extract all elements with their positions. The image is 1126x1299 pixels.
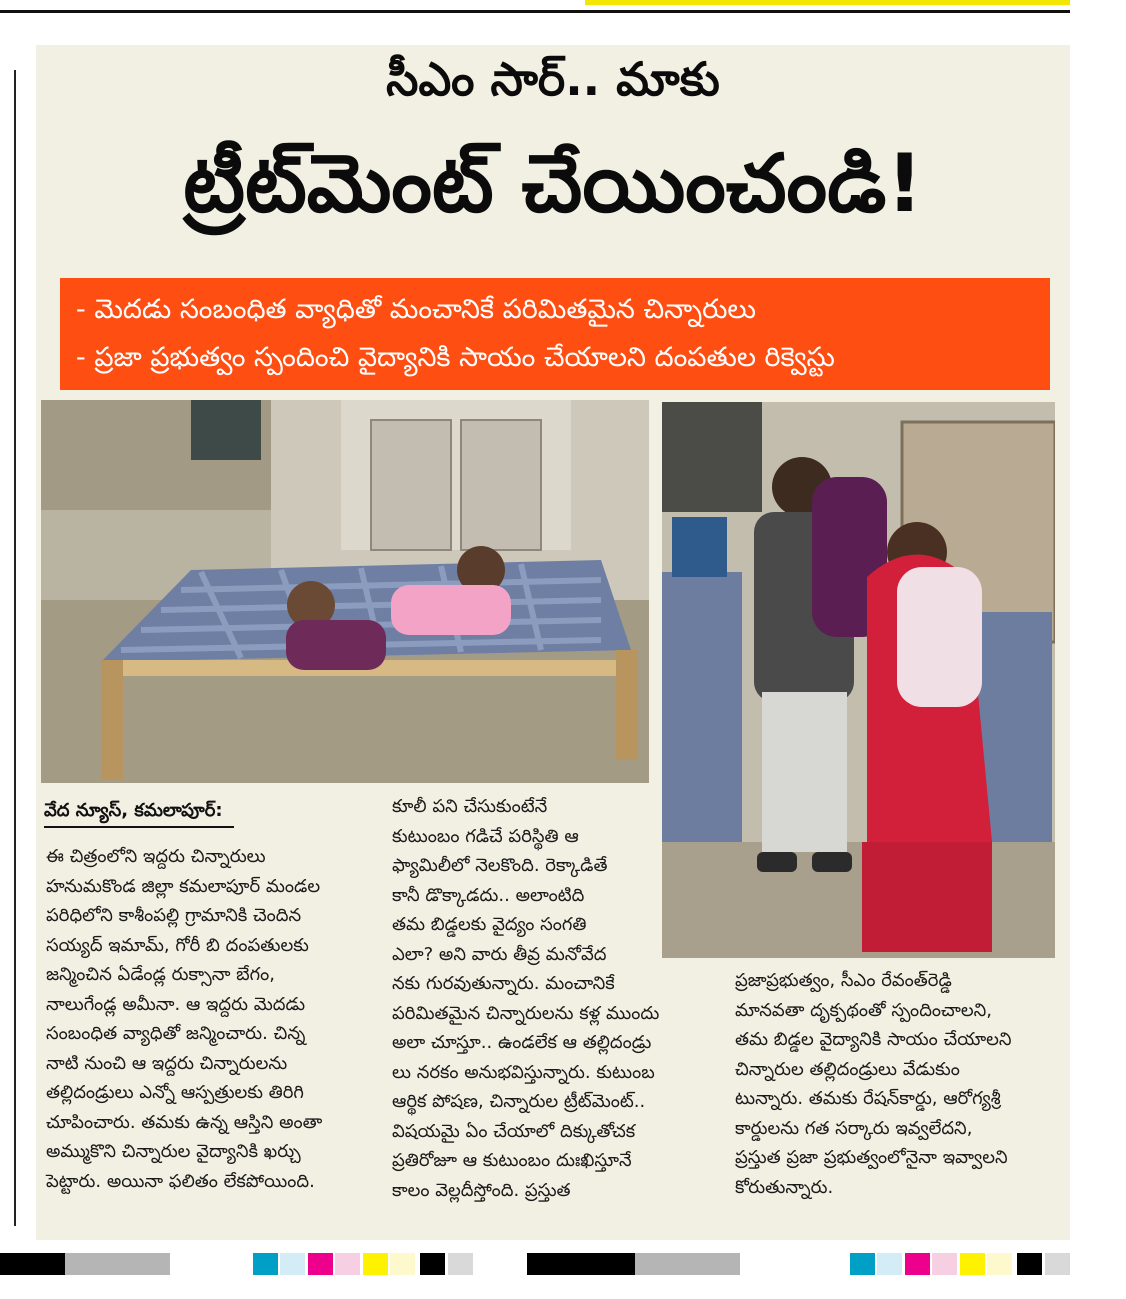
- registration-swatch: [987, 1253, 1012, 1275]
- registration-swatch: [905, 1253, 930, 1275]
- column-1-line: ఈ చిత్రంలోని ఇద్దరు చిన్నారులు: [46, 846, 266, 867]
- column-2-line: కూలీ పని చేసుకుంటేనే: [392, 796, 548, 817]
- registration-swatch: [0, 1253, 65, 1275]
- photo-children-on-cot: [41, 400, 649, 783]
- column-1-line: చూపించారు. తమకు ఉన్న ఆస్తిని అంతా: [46, 1111, 323, 1133]
- column-2-line: విషయమై ఏం చేయాలో దిక్కుతోచక: [392, 1120, 636, 1142]
- column-2-line: కుటుంబం గడిచే పరిస్థితి ఆ: [392, 825, 579, 847]
- registration-swatch: [448, 1253, 473, 1275]
- column-2-line: నకు గురవుతున్నారు. మంచానికే: [392, 973, 615, 994]
- column-3-line: చిన్నారుల తల్లిదండ్రులు వేడుకుం: [735, 1058, 960, 1080]
- registration-swatch: [932, 1253, 957, 1275]
- column-2-line: కాలం వెల్లదీస్తోంది. ప్రస్తుత: [392, 1179, 571, 1201]
- column-2-line: తమ బిడ్డలకు వైద్యం సంగతి: [392, 914, 587, 935]
- column-1-line: హనుమకొండ జిల్లా కమలాపూర్ మండల: [46, 875, 321, 897]
- byline: వేద న్యూస్, కమలాపూర్:: [44, 800, 223, 821]
- registration-swatch: [850, 1253, 875, 1275]
- registration-swatch: [363, 1253, 388, 1275]
- column-1-line: సయ్యద్ ఇమామ్, గోరీ బి దంపతులకు: [46, 934, 309, 956]
- article-column-3: [735, 966, 1055, 1202]
- article-column-1: [46, 842, 376, 1196]
- registration-swatch: [527, 1253, 635, 1275]
- registration-swatch: [960, 1253, 985, 1275]
- top-rule: [0, 10, 1070, 13]
- registration-swatch: [335, 1253, 360, 1275]
- column-3-line: కార్డులను గత సర్కారు ఇవ్వలేదని,: [735, 1117, 973, 1139]
- column-3-line: కోరుతున్నారు.: [735, 1176, 834, 1198]
- photo-parents-illustration: [662, 402, 1055, 958]
- column-1-line: అమ్ముకొని చిన్నారుల వైద్యానికి ఖర్చు: [46, 1141, 301, 1162]
- column-2-line: అలా చూస్తూ.. ఉండలేక ఆ తల్లిదండ్రు: [392, 1032, 652, 1053]
- registration-swatch: [420, 1253, 445, 1275]
- registration-swatch: [308, 1253, 333, 1275]
- headline-line-2: ట్రీట్‌మెంట్ చేయించండి!: [183, 137, 923, 230]
- column-1-line: నాలుగేండ్ల అమీనా. ఆ ఇద్దరు మెదడు: [46, 993, 306, 1015]
- column-3-line: ప్రస్తుత ప్రజా ప్రభుత్వంలోనైనా ఇవ్వాలని: [735, 1147, 1008, 1168]
- column-2-line: పరిమితమైన చిన్నారులను కళ్ల ముందు: [392, 1002, 660, 1024]
- headline-line-1: సీఎం సార్.. మాకు: [386, 52, 720, 106]
- registration-swatch: [253, 1253, 278, 1275]
- column-1-line: జన్మించిన ఏడేండ్ల రుక్సానా బేగం,: [46, 964, 276, 985]
- registration-swatch: [280, 1253, 305, 1275]
- registration-swatch: [877, 1253, 902, 1275]
- photo-children-on-cot-illustration: [41, 400, 649, 783]
- photo-parents-with-children: [662, 402, 1055, 958]
- byline-underline: [44, 826, 234, 828]
- column-2-line: ఆర్థిక పోషణ, చిన్నారుల ట్రీట్‌మెంట్..: [392, 1091, 646, 1112]
- registration-swatch: [65, 1253, 170, 1275]
- column-1-line: పరిధిలోని కాశీంపల్లి గ్రామానికి చెందిన: [46, 905, 302, 926]
- subhead-2: - ప్రజా ప్రభుత్వం స్పందించి వైద్యానికి సాయం చేయాలని దంపతుల రిక్వెస్టు: [76, 342, 835, 373]
- column-2-line: ప్రతిరోజూ ఆ కుటుంబం దుఃఖిస్తూనే: [392, 1150, 632, 1171]
- column-1-line: పెట్టారు. అయినా ఫలితం లేకపోయింది.: [46, 1170, 315, 1192]
- column-3-line: టున్నారు. తమకు రేషన్‌కార్డు, ఆరోగ్యశ్రీ: [735, 1088, 1001, 1109]
- left-column-rule: [14, 70, 16, 1226]
- registration-swatch: [1045, 1253, 1070, 1275]
- column-2-line: ఫ్యామిలీలో నెలకొంది. రెక్కాడితే: [392, 855, 608, 876]
- column-3-line: తమ బిడ్డల వైద్యానికి సాయం చేయాలని: [735, 1029, 1012, 1050]
- column-2-line: ఎలా? అని వారు తీవ్ర మనోవేద: [392, 943, 607, 965]
- column-3-line: మానవతా దృక్పథంతో స్పందించాలని,: [735, 999, 992, 1021]
- column-3-line: ప్రజాప్రభుత్వం, సీఎం రేవంత్‌రెడ్డి: [735, 970, 952, 991]
- registration-swatch: [390, 1253, 415, 1275]
- column-1-line: సంబంధిత వ్యాధితో జన్మించారు. చిన్న: [46, 1023, 306, 1044]
- top-yellow-strip: [585, 0, 1070, 5]
- article-column-2: [392, 792, 692, 1205]
- registration-swatch: [635, 1253, 740, 1275]
- column-1-line: తల్లిదండ్రులు ఎన్నో ఆస్పత్రులకు తిరిగి: [46, 1082, 304, 1103]
- subhead-1: - మెదడు సంబంధిత వ్యాధితో మంచానికే పరిమితమైన చిన్నారులు: [76, 294, 756, 325]
- column-2-line: కానీ డొక్కాడదు.. అలాంటిది: [392, 884, 585, 906]
- column-2-line: లు నరకం అనుభవిస్తున్నారు. కుటుంబ: [392, 1061, 655, 1083]
- column-1-line: నాటి నుంచి ఆ ఇద్దరు చిన్నారులను: [46, 1052, 288, 1074]
- registration-swatch: [1017, 1253, 1042, 1275]
- subhead-banner: [60, 278, 1050, 390]
